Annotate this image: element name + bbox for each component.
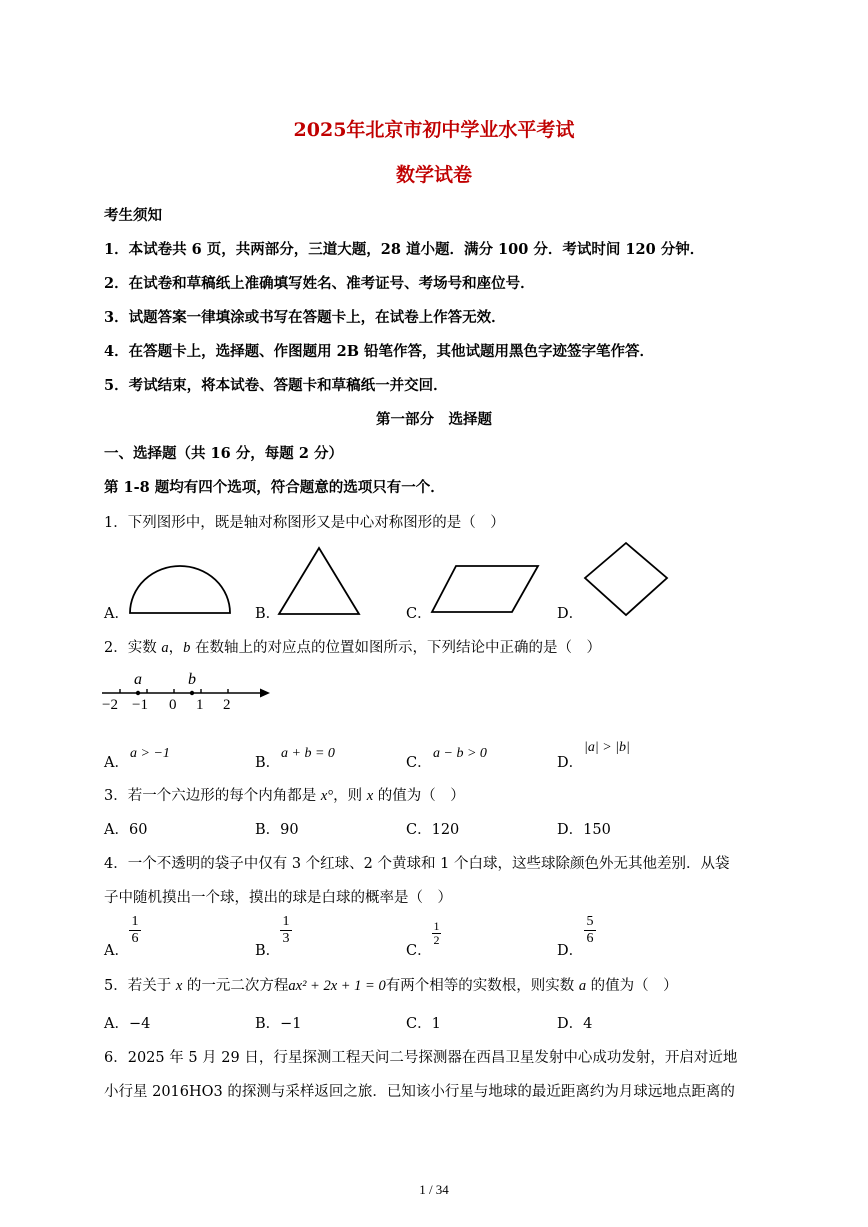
q3-option-d-value: 150 [583, 822, 611, 838]
number-line [100, 684, 272, 702]
page-title: 2025年北京市初中学业水平考试 [293, 119, 575, 141]
question-1-stem: 1．下列图形中，既是轴对称图形又是中心对称图形的是（ ） [104, 515, 505, 531]
q5-option-a-value: −4 [128, 1016, 151, 1032]
q3-option-c-label: C． [406, 822, 432, 838]
fraction-denominator: 6 [131, 931, 139, 946]
fraction-numerator: 1 [131, 914, 139, 929]
q2-stem-prefix: 2．实数 [104, 640, 162, 656]
q3-var: x [366, 788, 374, 804]
number-line-tick-label: 1 [196, 697, 204, 713]
q5-option-d-label: D． [557, 1016, 584, 1032]
q1-option-d-label: D． [557, 606, 584, 622]
question-3-stem [104, 784, 465, 805]
page-number: 1 / 34 [419, 1182, 449, 1197]
semicircle-icon [128, 563, 232, 615]
notice-item: 1．本试卷共 6 页，共两部分，三道大题，28 道小题．满分 100 分．考试时间 120 分钟． [104, 241, 705, 258]
q5-stem-mid2: 有两个相等的实数根，则实数 [385, 978, 579, 994]
q3-option-c [406, 818, 459, 839]
q2-option-b-expr: a + b = 0 [281, 746, 335, 761]
parallelogram-icon [430, 564, 540, 614]
fraction-denominator: 2 [433, 933, 440, 947]
q2-option-a-expr: a > −1 [130, 746, 170, 761]
fraction-denominator: 3 [282, 931, 290, 946]
section-heading: 一、选择题（共 16 分，每题 2 分） [104, 445, 343, 462]
number-line-tick-label: 2 [223, 697, 231, 713]
q3-stem-prefix: 3．若一个六边形的每个内角都是 [104, 788, 321, 804]
q2-var-b: b [183, 640, 191, 656]
q5-option-b [255, 1012, 302, 1033]
q3-stem-mid: ，则 [333, 788, 367, 804]
q3-option-b-label: B． [255, 822, 281, 838]
number-line-point-a: a [134, 671, 142, 688]
q5-var-x: x [175, 978, 183, 994]
q1-option-c-label: C． [406, 606, 432, 622]
triangle-icon [277, 546, 363, 616]
fraction-numerator: 1 [433, 919, 440, 933]
rhombus-icon [583, 541, 669, 617]
q2-sep: ， [168, 640, 184, 656]
q4-option-c-label: C． [406, 943, 432, 959]
fraction-numerator: 1 [282, 914, 290, 929]
q2-option-d-label: D． [557, 755, 584, 771]
q4-option-b-fraction [280, 914, 292, 947]
question-5-stem [104, 974, 678, 995]
q5-option-c-value: 1 [431, 1016, 441, 1032]
q4-option-c-fraction [432, 920, 441, 947]
question-6-line: 小行星 2016HO3 的探测与采样返回之旅．已知该小行星与地球的最近距离约为月球远地点距离的 [104, 1084, 735, 1100]
q5-option-a [104, 1012, 150, 1033]
q2-option-b-label: B． [255, 755, 281, 771]
section-instruction: 第 1-8 题均有四个选项，符合题意的选项只有一个． [104, 479, 445, 496]
q4-option-a-label: A． [104, 943, 129, 959]
q2-option-a-label: A． [104, 755, 129, 771]
q5-option-c-label: C． [406, 1016, 432, 1032]
question-2-stem [104, 636, 601, 657]
page-subtitle: 数学试卷 [395, 164, 472, 186]
question-4-line: 子中随机摸出一个球，摸出的球是白球的概率是（ ） [104, 890, 452, 906]
q4-option-d-label: D． [557, 943, 584, 959]
q2-option-c-expr: a − b > 0 [433, 746, 487, 761]
q5-option-b-label: B． [255, 1016, 281, 1032]
q3-option-b [255, 818, 299, 839]
q2-var-a: a [161, 640, 169, 656]
q5-option-d [557, 1012, 592, 1033]
fraction-denominator: 6 [586, 931, 594, 946]
q2-option-d-expr: |a| > |b| [584, 740, 630, 755]
q5-option-a-label: A． [104, 1016, 129, 1032]
q5-var-a: a [578, 978, 587, 994]
q3-option-a-label: A． [104, 822, 129, 838]
q3-option-a-value: 60 [128, 822, 148, 838]
fraction-numerator: 5 [586, 914, 594, 929]
q5-stem-prefix: 5．若关于 [104, 978, 176, 994]
notice-item: 2．在试卷和草稿纸上准确填写姓名、准考证号、考场号和座位号． [104, 275, 535, 292]
notice-heading: 考生须知 [104, 207, 162, 224]
number-line-tick-label: 0 [169, 697, 177, 713]
q3-option-d [557, 818, 611, 839]
q4-option-a-fraction [129, 914, 141, 947]
part-heading: 第一部分 选择题 [376, 411, 492, 428]
q3-option-b-value: 90 [280, 822, 299, 838]
question-6-line: 6．2025 年 5 月 29 日，行星探测工程天问二号探测器在西昌卫星发射中心成功发射，开启对近地 [104, 1050, 738, 1066]
q3-expr: x° [320, 788, 334, 804]
q5-stem-mid1: 的一元二次方程 [182, 978, 289, 994]
q5-option-b-value: −1 [280, 1016, 302, 1032]
q3-option-d-label: D． [557, 822, 584, 838]
number-line-point-b: b [188, 671, 196, 688]
notice-item: 4．在答题卡上，选择题、作图题用 2B 铅笔作答，其他试题用黑色字迹签字笔作答． [104, 343, 655, 360]
q1-option-a-label: A． [104, 606, 129, 622]
notice-item: 3．试题答案一律填涂或书写在答题卡上，在试卷上作答无效． [104, 309, 506, 326]
q2-stem-suffix: 在数轴上的对应点的位置如图所示，下列结论中正确的是（ ） [190, 640, 601, 656]
q5-equation: ax² + 2x + 1 = 0 [288, 978, 386, 994]
question-4-line: 4．一个不透明的袋子中仅有 3 个红球、2 个黄球和 1 个白球，这些球除颜色外无其他差别．从袋 [104, 856, 730, 872]
q5-stem-suffix: 的值为（ ） [586, 978, 678, 994]
q5-option-c [406, 1012, 441, 1033]
q1-option-b-label: B． [255, 606, 281, 622]
q4-option-d-fraction [584, 914, 596, 947]
number-line-tick-label: −2 [102, 697, 118, 713]
q4-option-b-label: B． [255, 943, 281, 959]
q2-option-c-label: C． [406, 755, 432, 771]
q3-option-a [104, 818, 147, 839]
q3-option-c-value: 120 [431, 822, 460, 838]
q3-stem-suffix: 的值为（ ） [373, 788, 465, 804]
q5-option-d-value: 4 [583, 1016, 593, 1032]
notice-item: 5．考试结束，将本试卷、答题卡和草稿纸一并交回． [104, 377, 448, 394]
number-line-tick-label: −1 [132, 697, 148, 713]
